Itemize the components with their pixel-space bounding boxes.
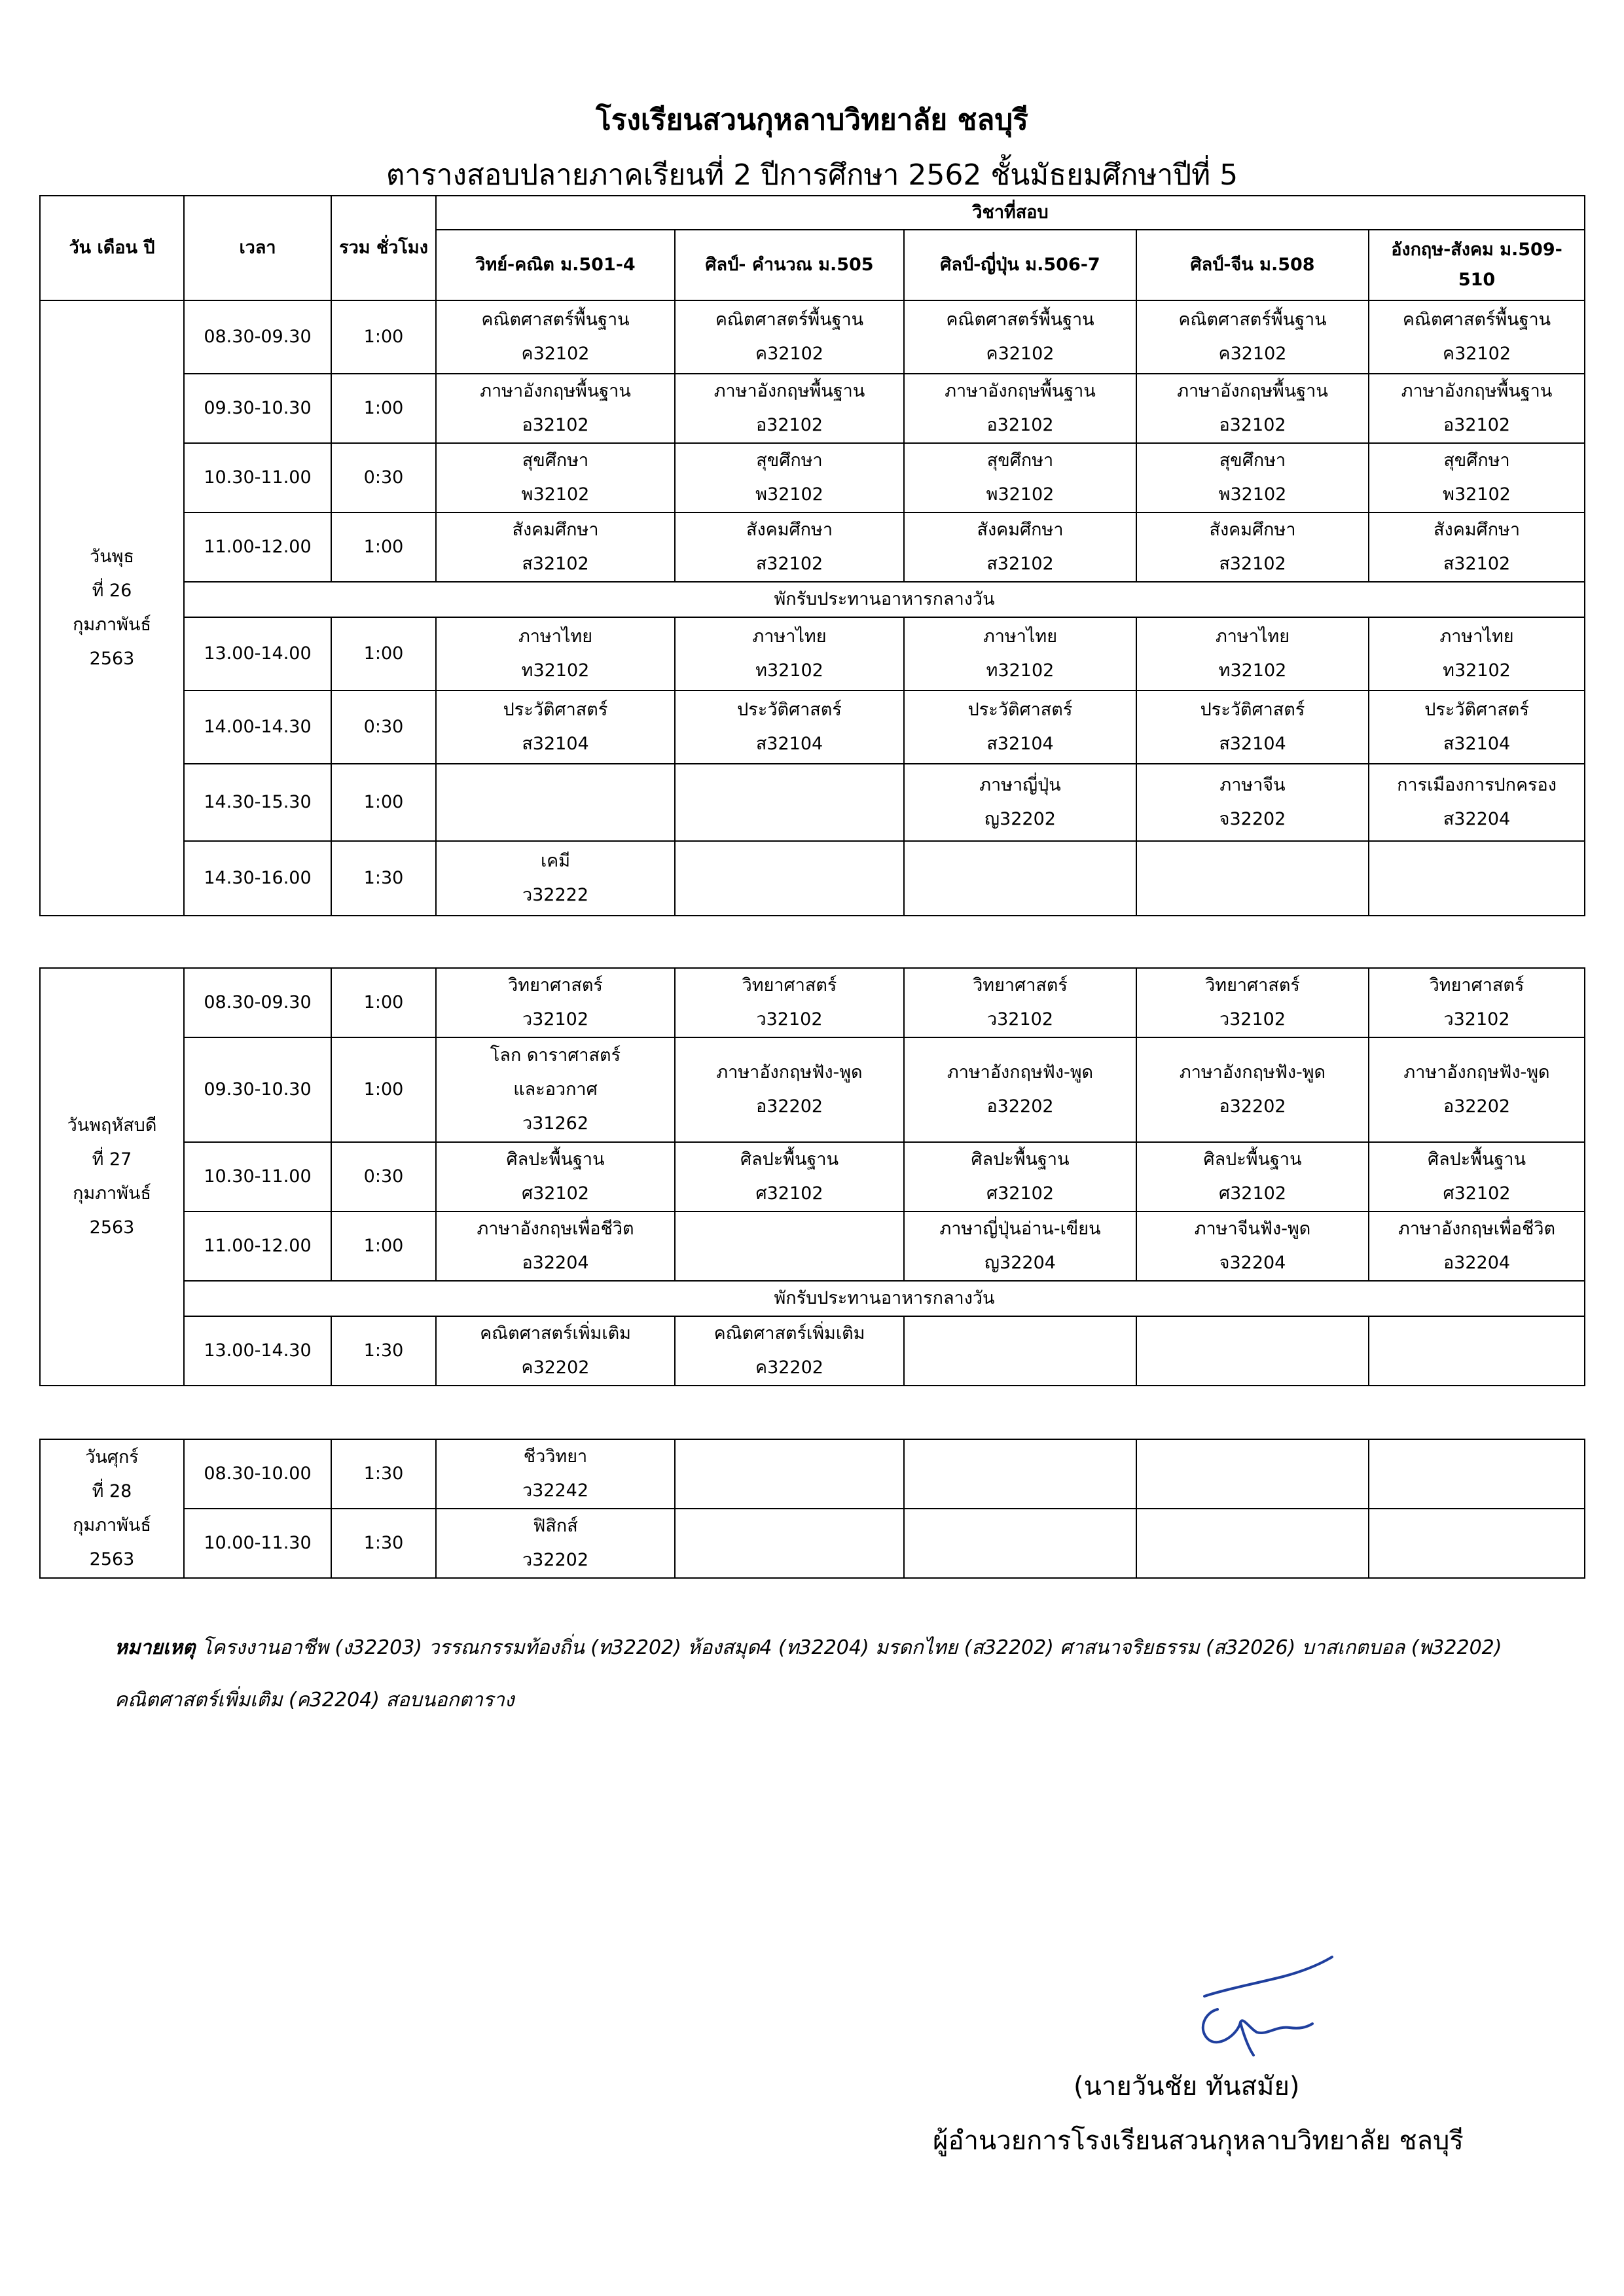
subject-cell bbox=[675, 1211, 904, 1281]
subject-text: เคมี bbox=[540, 851, 571, 871]
subject-cell bbox=[436, 1316, 675, 1386]
subject-cell bbox=[675, 512, 904, 582]
remarks-line-2: คณิตศาสตร์เพิ่มเติม (ค32204) สอบนอกตาราง bbox=[115, 1689, 514, 1712]
schedule-table-day3 bbox=[39, 1439, 1585, 1579]
subject-cell bbox=[904, 300, 1136, 374]
subject-text: ส32104 bbox=[1219, 734, 1286, 754]
subject-cell bbox=[1136, 512, 1369, 582]
subject-text: ศิลปะพื้นฐาน bbox=[971, 1149, 1070, 1170]
subject-text: ว31262 bbox=[522, 1113, 589, 1134]
subject-text: ศิลปะพื้นฐาน bbox=[1203, 1149, 1302, 1170]
subject-text: ประวัติศาสตร์ bbox=[1200, 700, 1305, 720]
date-cell bbox=[40, 300, 184, 916]
subject-cell bbox=[1369, 512, 1585, 582]
table-row bbox=[40, 512, 1585, 582]
table-row bbox=[40, 617, 1585, 691]
exam-schedule-subtitle: ตารางสอบปลายภาคเรียนที่ 2 ปีการศึกษา 2562 ชั้นมัธยมศึกษาปีที่ 5 bbox=[386, 158, 1238, 192]
subject-text: ศ32102 bbox=[1218, 1183, 1287, 1204]
subject-cell bbox=[1136, 841, 1369, 916]
subject-text: ว32102 bbox=[1219, 1009, 1286, 1030]
time-cell: 08.30-09.30 bbox=[184, 300, 331, 374]
date-line: ที่ 28 bbox=[92, 1481, 132, 1501]
subject-text: ศ32102 bbox=[521, 1183, 590, 1204]
time-cell: 14.30-16.00 bbox=[184, 841, 331, 916]
signer-name: (นายวันชัย ทันสมัย) bbox=[1074, 2072, 1300, 2102]
subject-text: ส32104 bbox=[986, 734, 1054, 754]
subject-text: อ32102 bbox=[522, 415, 589, 435]
col-header-subjects: วิชาที่สอบ bbox=[436, 196, 1585, 230]
subject-text: ส32204 bbox=[1443, 809, 1511, 829]
subject-text: และอวกาศ bbox=[513, 1079, 598, 1100]
subject-text: ค32102 bbox=[986, 344, 1055, 364]
subject-text: สุขศึกษา bbox=[1443, 450, 1510, 471]
hours-cell: 1:30 bbox=[331, 1316, 436, 1386]
subject-text: สุขศึกษา bbox=[756, 450, 823, 471]
date-line: 2563 bbox=[89, 649, 135, 669]
table-row bbox=[40, 1509, 1585, 1578]
subject-text: ฟิสิกส์ bbox=[533, 1516, 578, 1536]
subject-cell bbox=[675, 968, 904, 1037]
subject-cell bbox=[1369, 1142, 1585, 1211]
subject-text: อ32202 bbox=[755, 1096, 823, 1117]
table-row bbox=[40, 1142, 1585, 1211]
hours-cell: 1:00 bbox=[331, 1037, 436, 1142]
col-header-hours: รวม ชั่วโมง bbox=[331, 196, 436, 300]
date-line: กุมภาพันธ์ bbox=[73, 1515, 151, 1535]
hours-cell: 0:30 bbox=[331, 443, 436, 512]
subject-cell bbox=[904, 1037, 1136, 1142]
subject-text: ญ32204 bbox=[984, 1253, 1056, 1273]
subject-cell bbox=[1369, 841, 1585, 916]
subject-cell bbox=[436, 443, 675, 512]
subject-cell bbox=[436, 1509, 675, 1578]
subject-text: ชีววิทยา bbox=[523, 1446, 588, 1467]
subject-cell bbox=[904, 764, 1136, 841]
subject-text: ภาษาญี่ปุ่นอ่าน-เขียน bbox=[939, 1219, 1101, 1239]
date-line: ที่ 26 bbox=[92, 581, 132, 601]
col-header-date: วัน เดือน ปี bbox=[40, 196, 184, 300]
subject-text: ท32102 bbox=[1443, 660, 1511, 681]
hours-cell: 1:00 bbox=[331, 968, 436, 1037]
table-row bbox=[40, 1316, 1585, 1386]
subject-text: อ32102 bbox=[1219, 415, 1286, 435]
hours-cell: 1:00 bbox=[331, 374, 436, 443]
subject-text: อ32102 bbox=[755, 415, 823, 435]
subject-text: วิทยาศาสตร์ bbox=[973, 975, 1068, 996]
subject-cell bbox=[1136, 1509, 1369, 1578]
remarks-line-1: โครงงานอาชีพ (ง32203) วรรณกรรมท้องถิ่น (ท32202) ห้องสมุด4 (ท32204) มรดกไทย (ส32202) ศาสนาจริยธรรม (ส32026) บาสเกตบอล (พ32202) bbox=[195, 1636, 1502, 1659]
subject-text: ส32104 bbox=[522, 734, 589, 754]
date-line: วันพุธ bbox=[90, 547, 134, 567]
subject-cell bbox=[675, 374, 904, 443]
subject-cell bbox=[1369, 764, 1585, 841]
hours-cell: 1:00 bbox=[331, 300, 436, 374]
time-cell: 08.30-09.30 bbox=[184, 968, 331, 1037]
subject-cell bbox=[904, 617, 1136, 691]
subject-cell bbox=[1136, 300, 1369, 374]
subject-text: ประวัติศาสตร์ bbox=[503, 700, 608, 720]
subject-cell bbox=[904, 512, 1136, 582]
subject-text: ประวัติศาสตร์ bbox=[967, 700, 1073, 720]
time-cell: 09.30-10.30 bbox=[184, 1037, 331, 1142]
subject-cell bbox=[1369, 374, 1585, 443]
subject-cell bbox=[675, 443, 904, 512]
subject-cell bbox=[436, 968, 675, 1037]
subject-cell bbox=[904, 1509, 1136, 1578]
subject-cell bbox=[1136, 443, 1369, 512]
subject-text: ภาษาอังกฤษฟัง-พูด bbox=[947, 1062, 1094, 1083]
subject-cell bbox=[1136, 1142, 1369, 1211]
subject-text: ส32102 bbox=[522, 554, 589, 574]
subject-text: อ32204 bbox=[522, 1253, 589, 1273]
subject-text: อ32202 bbox=[1219, 1096, 1286, 1117]
subject-text: ส32102 bbox=[755, 554, 823, 574]
schedule-table-day2 bbox=[39, 967, 1585, 1386]
subject-cell bbox=[436, 512, 675, 582]
subject-cell bbox=[1136, 1316, 1369, 1386]
subject-cell bbox=[675, 300, 904, 374]
subject-text: สุขศึกษา bbox=[1219, 450, 1286, 471]
subject-text: ค32102 bbox=[755, 344, 823, 364]
subject-cell bbox=[1136, 1037, 1369, 1142]
remarks-label: หมายเหตุ bbox=[115, 1636, 196, 1659]
subject-text: คณิตศาสตร์พื้นฐาน bbox=[481, 310, 630, 330]
subject-text: ภาษาอังกฤษพื้นฐาน bbox=[480, 381, 631, 401]
subject-text: ค32102 bbox=[1218, 344, 1287, 364]
time-cell: 10.30-11.00 bbox=[184, 443, 331, 512]
subject-text: อ32102 bbox=[986, 415, 1054, 435]
subject-text: ศ32102 bbox=[1443, 1183, 1511, 1204]
lunch-break-row bbox=[40, 582, 1585, 617]
subject-text: สังคมศึกษา bbox=[512, 520, 599, 540]
hours-cell: 0:30 bbox=[331, 1142, 436, 1211]
date-line: วันพฤหัสบดี bbox=[67, 1115, 157, 1136]
subject-text: ศิลปะพื้นฐาน bbox=[506, 1149, 605, 1170]
col-header-time: เวลา bbox=[184, 196, 331, 300]
subject-text: ภาษาจีนฟัง-พูด bbox=[1194, 1219, 1311, 1239]
subject-cell bbox=[675, 1142, 904, 1211]
table-row bbox=[40, 764, 1585, 841]
subject-cell bbox=[1136, 968, 1369, 1037]
subject-text: สุขศึกษา bbox=[522, 450, 589, 471]
col-header-group: ศิลป์-ญี่ปุ่น ม.506-7 bbox=[904, 230, 1136, 300]
col-header-group: ศิลป์-จีน ม.508 bbox=[1136, 230, 1369, 300]
subject-text: คณิตศาสตร์พื้นฐาน bbox=[946, 310, 1094, 330]
subject-text: วิทยาศาสตร์ bbox=[1205, 975, 1300, 996]
subject-cell bbox=[675, 617, 904, 691]
time-cell: 10.00-11.30 bbox=[184, 1509, 331, 1578]
table-row bbox=[40, 1211, 1585, 1281]
hours-cell: 1:30 bbox=[331, 841, 436, 916]
subject-cell bbox=[1369, 1037, 1585, 1142]
col-header-group: ศิลป์- คำนวณ ม.505 bbox=[675, 230, 904, 300]
hours-cell: 1:00 bbox=[331, 617, 436, 691]
subject-cell bbox=[1369, 968, 1585, 1037]
subject-text: พ32102 bbox=[1218, 484, 1287, 505]
subject-cell bbox=[675, 1439, 904, 1509]
subject-cell bbox=[436, 691, 675, 764]
subject-text: ภาษาไทย bbox=[983, 626, 1058, 647]
subject-text: สังคมศึกษา bbox=[746, 520, 833, 540]
subject-text: ว32102 bbox=[522, 1009, 589, 1030]
subject-cell bbox=[1369, 617, 1585, 691]
subject-cell bbox=[1136, 617, 1369, 691]
time-cell: 11.00-12.00 bbox=[184, 512, 331, 582]
subject-text: ส32102 bbox=[1219, 554, 1286, 574]
subject-text: ท32102 bbox=[986, 660, 1055, 681]
time-cell: 11.00-12.00 bbox=[184, 1211, 331, 1281]
subject-cell bbox=[675, 691, 904, 764]
subject-text: ค32202 bbox=[521, 1357, 590, 1378]
table-row bbox=[40, 1439, 1585, 1509]
subject-text: ว32102 bbox=[1443, 1009, 1510, 1030]
date-line: กุมภาพันธ์ bbox=[73, 1183, 151, 1204]
subject-cell bbox=[1136, 1439, 1369, 1509]
table-row bbox=[40, 443, 1585, 512]
subject-text: ภาษาไทย bbox=[1215, 626, 1290, 647]
subject-text: จ32204 bbox=[1219, 1253, 1286, 1273]
subject-cell bbox=[436, 1142, 675, 1211]
subject-cell bbox=[1136, 374, 1369, 443]
subject-cell bbox=[904, 691, 1136, 764]
subject-text: ภาษาอังกฤษพื้นฐาน bbox=[713, 381, 865, 401]
subject-text: พ32102 bbox=[521, 484, 590, 505]
subject-text: ว32102 bbox=[986, 1009, 1054, 1030]
subject-text: วิทยาศาสตร์ bbox=[1429, 975, 1525, 996]
subject-text: ท32102 bbox=[1218, 660, 1287, 681]
subject-text: ค32202 bbox=[755, 1357, 823, 1378]
table-row bbox=[40, 968, 1585, 1037]
subject-text: ศิลปะพื้นฐาน bbox=[1427, 1149, 1526, 1170]
subject-text: ภาษาไทย bbox=[752, 626, 827, 647]
subject-text: ส32102 bbox=[1443, 554, 1511, 574]
subject-text: ภาษาอังกฤษฟัง-พูด bbox=[716, 1062, 863, 1083]
subject-cell bbox=[1369, 1211, 1585, 1281]
table-row bbox=[40, 1037, 1585, 1142]
subject-text: ส32104 bbox=[755, 734, 823, 754]
time-cell: 09.30-10.30 bbox=[184, 374, 331, 443]
subject-text: คณิตศาสตร์พื้นฐาน bbox=[715, 310, 864, 330]
subject-text: ภาษาอังกฤษฟัง-พูด bbox=[1179, 1062, 1326, 1083]
subject-text: สังคมศึกษา bbox=[1209, 520, 1296, 540]
time-cell: 13.00-14.30 bbox=[184, 1316, 331, 1386]
subject-text: ประวัติศาสตร์ bbox=[737, 700, 842, 720]
subject-text: ค32102 bbox=[521, 344, 590, 364]
date-line: 2563 bbox=[89, 1549, 135, 1570]
subject-cell bbox=[904, 841, 1136, 916]
table-row bbox=[40, 300, 1585, 374]
subject-cell bbox=[1369, 1439, 1585, 1509]
table-row bbox=[40, 841, 1585, 916]
lunch-break-label: พักรับประทานอาหารกลางวัน bbox=[184, 1281, 1585, 1316]
subject-cell bbox=[436, 300, 675, 374]
subject-cell bbox=[436, 374, 675, 443]
time-cell: 14.30-15.30 bbox=[184, 764, 331, 841]
subject-text: พ32102 bbox=[986, 484, 1055, 505]
subject-text: การเมืองการปกครอง bbox=[1397, 775, 1557, 795]
subject-text: คณิตศาสตร์พื้นฐาน bbox=[1178, 310, 1327, 330]
subject-cell bbox=[904, 1211, 1136, 1281]
date-cell bbox=[40, 1439, 184, 1578]
subject-text: ว32102 bbox=[756, 1009, 823, 1030]
subject-text: ภาษาอังกฤษเพื่อชีวิต bbox=[477, 1219, 634, 1239]
subject-text: ว32242 bbox=[522, 1480, 589, 1501]
subject-text: อ32204 bbox=[1443, 1253, 1511, 1273]
date-line: วันศุกร์ bbox=[85, 1447, 139, 1467]
subject-cell bbox=[1369, 1509, 1585, 1578]
subject-text: ศ32102 bbox=[986, 1183, 1055, 1204]
remarks bbox=[115, 1622, 1581, 1727]
subject-text: ภาษาจีน bbox=[1219, 775, 1286, 795]
subject-cell bbox=[904, 1142, 1136, 1211]
subject-cell bbox=[675, 1037, 904, 1142]
subject-text: ภาษาญี่ปุ่น bbox=[979, 775, 1061, 795]
school-title: โรงเรียนสวนกุหลาบวิทยาลัย ชลบุรี bbox=[596, 103, 1028, 137]
subject-text: คณิตศาสตร์เพิ่มเติม bbox=[480, 1323, 631, 1344]
subject-text: ภาษาอังกฤษเพื่อชีวิต bbox=[1398, 1219, 1556, 1239]
lunch-break-label: พักรับประทานอาหารกลางวัน bbox=[184, 582, 1585, 617]
subject-text: ท32102 bbox=[521, 660, 590, 681]
date-line: ที่ 27 bbox=[92, 1149, 132, 1170]
subject-cell bbox=[1369, 691, 1585, 764]
hours-cell: 1:00 bbox=[331, 1211, 436, 1281]
hours-cell: 0:30 bbox=[331, 691, 436, 764]
subject-text: ภาษาไทย bbox=[518, 626, 593, 647]
subject-text: วิทยาศาสตร์ bbox=[742, 975, 837, 996]
subject-text: คณิตศาสตร์เพิ่มเติม bbox=[713, 1323, 865, 1344]
table-row bbox=[40, 374, 1585, 443]
hours-cell: 1:00 bbox=[331, 512, 436, 582]
subject-cell bbox=[675, 1509, 904, 1578]
subject-text: สุขศึกษา bbox=[986, 450, 1054, 471]
subject-cell bbox=[675, 764, 904, 841]
subject-cell bbox=[1369, 300, 1585, 374]
subject-text: ศ32102 bbox=[755, 1183, 823, 1204]
director-signature bbox=[1178, 1950, 1348, 2062]
subject-text: ค32102 bbox=[1443, 344, 1511, 364]
time-cell: 14.00-14.30 bbox=[184, 691, 331, 764]
subject-text: ส32102 bbox=[986, 554, 1054, 574]
subject-text: ส32104 bbox=[1443, 734, 1511, 754]
subject-cell bbox=[1136, 1211, 1369, 1281]
col-header-group: อังกฤษ-สังคม ม.509-510 bbox=[1369, 230, 1585, 300]
subject-text: วิทยาศาสตร์ bbox=[508, 975, 603, 996]
schedule-table-day1 bbox=[39, 195, 1585, 916]
subject-text: พ32102 bbox=[1443, 484, 1511, 505]
subject-text: ภาษาอังกฤษพื้นฐาน bbox=[945, 381, 1096, 401]
subject-text: ท32102 bbox=[755, 660, 823, 681]
subject-text: อ32202 bbox=[1443, 1096, 1511, 1117]
date-line: กุมภาพันธ์ bbox=[73, 615, 151, 635]
hours-cell: 1:00 bbox=[331, 764, 436, 841]
subject-cell bbox=[436, 1439, 675, 1509]
subject-cell bbox=[436, 617, 675, 691]
date-line: 2563 bbox=[89, 1217, 135, 1238]
subject-cell bbox=[904, 374, 1136, 443]
date-cell bbox=[40, 968, 184, 1386]
subject-text: จ32202 bbox=[1219, 809, 1286, 829]
subject-cell bbox=[904, 1316, 1136, 1386]
subject-text: โลก ดาราศาสตร์ bbox=[490, 1045, 621, 1066]
subject-cell bbox=[675, 841, 904, 916]
subject-cell bbox=[436, 1037, 675, 1142]
subject-cell bbox=[436, 841, 675, 916]
subject-cell bbox=[1136, 691, 1369, 764]
time-cell: 08.30-10.00 bbox=[184, 1439, 331, 1509]
table-row bbox=[40, 691, 1585, 764]
subject-text: อ32102 bbox=[1443, 415, 1511, 435]
subject-cell bbox=[1136, 764, 1369, 841]
subject-cell bbox=[436, 764, 675, 841]
lunch-break-row bbox=[40, 1281, 1585, 1316]
col-header-group: วิทย์-คณิต ม.501-4 bbox=[436, 230, 675, 300]
hours-cell: 1:30 bbox=[331, 1509, 436, 1578]
subject-text: ว32222 bbox=[522, 885, 589, 905]
time-cell: 13.00-14.00 bbox=[184, 617, 331, 691]
subject-text: ญ32202 bbox=[984, 809, 1056, 829]
subject-text: ภาษาอังกฤษพื้นฐาน bbox=[1177, 381, 1328, 401]
subject-text: ประวัติศาสตร์ bbox=[1424, 700, 1529, 720]
hours-cell: 1:30 bbox=[331, 1439, 436, 1509]
subject-text: ว32202 bbox=[522, 1550, 589, 1570]
subject-text: อ32202 bbox=[986, 1096, 1054, 1117]
subject-cell bbox=[1369, 1316, 1585, 1386]
subject-text: ภาษาอังกฤษพื้นฐาน bbox=[1401, 381, 1553, 401]
subject-text: สังคมศึกษา bbox=[1434, 520, 1520, 540]
signer-title: ผู้อำนวยการโรงเรียนสวนกุหลาบวิทยาลัย ชลบุรี bbox=[933, 2126, 1464, 2156]
subject-cell bbox=[904, 968, 1136, 1037]
subject-cell bbox=[675, 1316, 904, 1386]
subject-text: พ32102 bbox=[755, 484, 823, 505]
subject-text: ภาษาอังกฤษฟัง-พูด bbox=[1403, 1062, 1550, 1083]
subject-text: คณิตศาสตร์พื้นฐาน bbox=[1402, 310, 1551, 330]
subject-text: สังคมศึกษา bbox=[977, 520, 1064, 540]
subject-cell bbox=[436, 1211, 675, 1281]
subject-cell bbox=[1369, 443, 1585, 512]
time-cell: 10.30-11.00 bbox=[184, 1142, 331, 1211]
subject-text: ภาษาไทย bbox=[1439, 626, 1514, 647]
subject-cell bbox=[904, 443, 1136, 512]
subject-cell bbox=[904, 1439, 1136, 1509]
subject-text: ศิลปะพื้นฐาน bbox=[740, 1149, 839, 1170]
